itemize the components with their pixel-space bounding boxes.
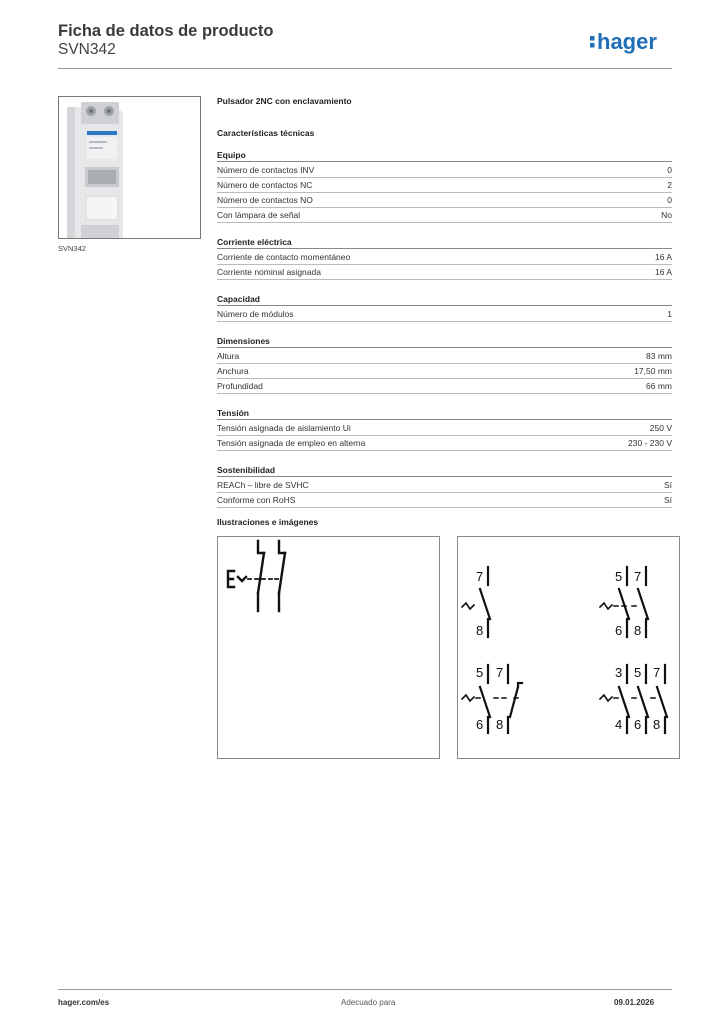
terminal-label: 5 (634, 665, 642, 680)
terminal-label: 8 (653, 717, 661, 732)
spec-label: REACh – libre de SVHC (217, 480, 309, 490)
spec-value: 16 A (654, 252, 672, 262)
spec-label: Anchura (217, 366, 249, 376)
terminal-label: 8 (476, 623, 484, 638)
terminal-label: 6 (634, 717, 642, 732)
schematic-symbol-box (217, 536, 440, 759)
terminal-label: 6 (615, 623, 623, 638)
spec-row (217, 265, 672, 280)
terminal-label: 6 (476, 717, 484, 732)
spec-label: Corriente de contacto momentáneo (217, 252, 351, 262)
section-corriente (217, 229, 672, 280)
terminal-label: 5 (615, 569, 623, 584)
spec-label: Corriente nominal asignada (217, 267, 321, 277)
spec-label: Altura (217, 351, 240, 361)
spec-value: No (661, 210, 672, 220)
section-title: Equipo (217, 142, 672, 162)
spec-row (217, 379, 672, 394)
spec-label: Número de contactos NC (217, 180, 313, 190)
header-divider (58, 68, 672, 69)
terminal-label: 3 (615, 665, 623, 680)
spec-label: Tensión asignada de aislamiento Ui (217, 423, 351, 433)
spec-row (217, 436, 672, 451)
illustrations-title: Ilustraciones e imágenes (217, 517, 319, 527)
spec-value: 0 (667, 195, 672, 205)
terminal-label: 8 (496, 717, 504, 732)
hager-logo (590, 27, 676, 57)
schematic-symbol (218, 537, 439, 758)
spec-value: 230 - 230 V (628, 438, 672, 448)
spec-row (217, 178, 672, 193)
spec-value: 1 (667, 309, 672, 319)
spec-value: Sí (663, 495, 672, 505)
spec-value: 16 A (654, 267, 672, 277)
spec-row (217, 493, 672, 508)
terminal-label: 4 (615, 717, 623, 732)
product-code: SVN342 (58, 41, 116, 58)
spec-row (217, 421, 672, 436)
spec-value: 83 mm (646, 351, 672, 361)
spec-row (217, 478, 672, 493)
terminal-label: 7 (476, 569, 484, 584)
section-title: Sostenibilidad (217, 457, 672, 477)
terminal-label: 7 (634, 569, 642, 584)
contact-diagrams (458, 537, 679, 758)
spec-value: Sí (663, 480, 672, 490)
section-title: Corriente eléctrica (217, 229, 672, 249)
tech-title: Características técnicas (217, 128, 315, 138)
footer-website-link[interactable]: hager.com/es (58, 998, 110, 1007)
spec-row (217, 208, 672, 223)
section-equipo (217, 142, 672, 223)
specifications (217, 96, 672, 514)
contact-diagrams-box (457, 536, 680, 759)
spec-row (217, 349, 672, 364)
section-tension (217, 400, 672, 451)
spec-label: Con lámpara de señal (217, 210, 301, 220)
section-sostenibilidad (217, 457, 672, 508)
footer-divider (58, 989, 672, 990)
spec-value: 0 (667, 165, 672, 175)
spec-row (217, 307, 672, 322)
spec-row (217, 193, 672, 208)
spec-label: Tensión asignada de empleo en alterna (217, 438, 366, 448)
footer-suitable-for: Adecuado para (341, 998, 396, 1007)
spec-row (217, 163, 672, 178)
section-title: Dimensiones (217, 328, 672, 348)
terminal-label: 7 (653, 665, 661, 680)
spec-label: Número de contactos NO (217, 195, 313, 205)
spec-row (217, 250, 672, 265)
spec-label: Conforme con RoHS (217, 495, 296, 505)
spec-value: 250 V (649, 423, 672, 433)
terminal-label: 7 (496, 665, 504, 680)
spec-label: Profundidad (217, 381, 263, 391)
spec-label: Número de contactos INV (217, 165, 315, 175)
footer-date: 09.01.2026 (614, 998, 655, 1007)
spec-value: 17,50 mm (634, 366, 672, 376)
image-caption: SVN342 (58, 244, 86, 253)
spec-row (217, 364, 672, 379)
spec-value: 66 mm (646, 381, 672, 391)
section-dimensiones (217, 328, 672, 394)
product-name: Pulsador 2NC con enclavamiento (217, 96, 352, 106)
spec-value: 2 (667, 180, 672, 190)
document-title: Ficha de datos de producto (58, 22, 274, 40)
section-capacidad (217, 286, 672, 322)
terminal-label: 5 (476, 665, 484, 680)
terminal-label: 8 (634, 623, 642, 638)
section-title: Capacidad (217, 286, 672, 306)
section-title: Tensión (217, 400, 672, 420)
product-image (58, 96, 201, 239)
spec-label: Número de módulos (217, 309, 294, 319)
svg-text:hager: hager (597, 29, 657, 54)
